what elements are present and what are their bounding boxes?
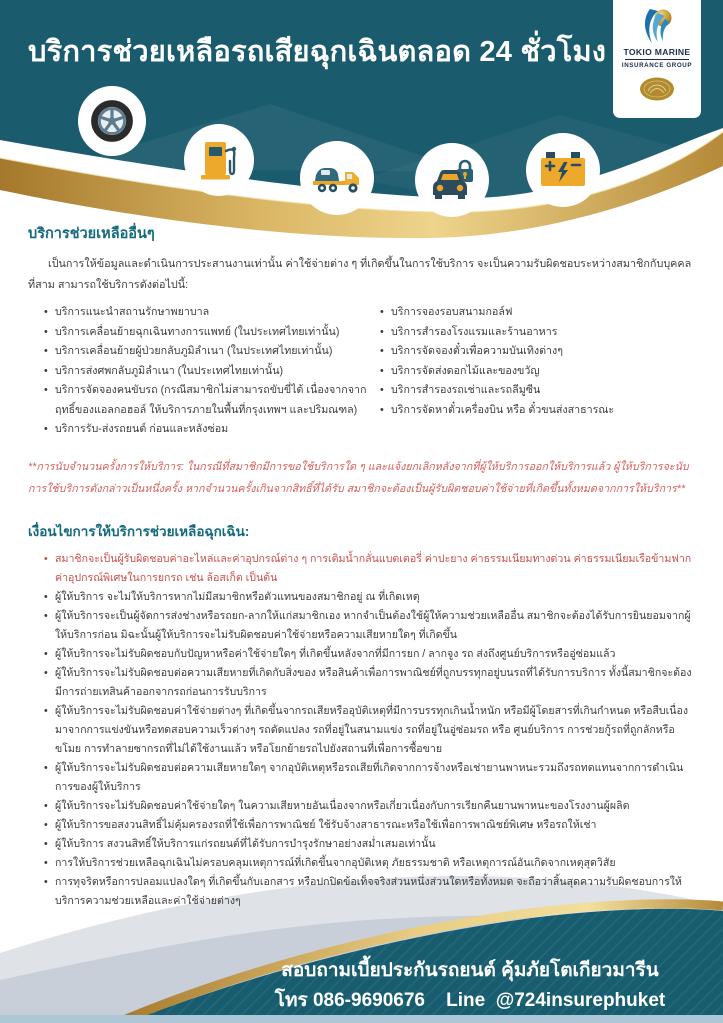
fuel-pump-icon [184, 124, 254, 196]
gold-emblem [638, 75, 676, 103]
list-item: • ผู้ให้บริการจะไม่รับผิดชอบค่าใช้จ่ายใดๆ ในความเสียหายอันเนื่องจากหรือเกี่ยวเนื่องกับการเรียกคืนยานพาหนะของโรงงานผู้ผลิต [44, 797, 695, 816]
list-item: • ผู้ให้บริการจะเป็นผู้จัดการส่งช่างหรือรถยก-ลากให้แก่สมาชิกเอง หากจำเป็นต้องใช้ผู้ให้ความช่วยเหลืออื่น สมาชิกจะต้องได้รับการยินยอมจากผู้ให้บริการก่อน มิฉะนั้นผู้ให้บริการจะไม่รับผิดชอบค่าใช้จ่ายหรือความเสียหายใดๆ ที่เกิดขึ้น [44, 607, 695, 645]
other-services-heading: บริการช่วยเหลืออื่นๆ [28, 226, 155, 242]
list-item: • ผู้ให้บริการขอสงวนสิทธิ์ไม่คุ้มครองรถที่ใช้เพื่อการพาณิชย์ ใช้รับจ้างสาธารณะหรือใช้เพื่อการพาณิชย์พิเศษ หรือรถให้เช่า [44, 816, 695, 835]
footer-phone-line: โทร 086-9690676 Line @724insurephuket [274, 990, 666, 1011]
services-list-right [380, 303, 695, 440]
conditions-heading: เงื่อนไขการให้บริการช่วยเหลือฉุกเฉิน: [28, 523, 250, 539]
list-item: • บริการสำรองโรงแรมและร้านอาหาร [380, 323, 695, 343]
count-note: **การนับจำนวนครั้งการให้บริการ: ในกรณีที่สมาชิกมีการขอใช้บริการใด ๆ และแจ้งยกเลิกหลังจากที่ผู้ให้บริการออกให้บริการแล้ว ผู้ให้บริการจะนับการใช้บริการดังกล่าวเป็นหนึ่งครั้ง หากจำนวนครั้งเกินจากสิทธิ์ที่ได้รับ สมาชิกจะต้องเป็นผู้รับผิดชอบค่าใช้จ่ายที่เกิดขึ้นทั้งหมดจากการให้บริการ** [28, 460, 689, 495]
list-item: • ผู้ให้บริการจะไม่รับผิดชอบต่อความเสียหายใดๆ จากอุบัติเหตุหรือรถเสียที่เกิดจากการจ้างหรือเช่ายานพาหนะรวมถึงรถทดแทนจากการดำเนินการของผู้ให้บริการ [44, 759, 695, 797]
tokio-marine-logo [613, 0, 701, 118]
list-item: • บริการส่งศพกลับภูมิลำเนา (ในประเทศไทยเท่านั้น) [44, 362, 380, 382]
footer-contact-line: สอบถามเบี้ยประกันรถยนต์ คุ้มภัยโตเกียวมารีน [281, 960, 659, 981]
tokio-marine-logo-mark [637, 7, 677, 45]
list-item: • สมาชิกจะเป็นผู้รับผิดชอบค่าอะไหล่และค่าอุปกรณ์ต่าง ๆ การเติมน้ำกลั่นแบตเตอรี่ ค่าปะยาง ค่าธรรมเนียมทางด่วน ค่าธรรมเนียมเรือข้ามฟาก ค่าอุปกรณ์พิเศษในการยกรถ เช่น ล้อสเก็ต เป็นต้น [44, 550, 695, 588]
brand-group: INSURANCE GROUP [621, 62, 693, 69]
conditions-list [44, 550, 695, 911]
list-item: • ผู้ให้บริการจะไม่รับผิดชอบกับปัญหาหรือค่าใช้จ่ายใดๆ ที่เกิดขึ้นหลังจากที่มีการยก / ลากจูง รถ ส่งถึงศูนย์บริการหรืออู่ซ่อมแล้ว [44, 645, 695, 664]
list-item: • การทุจริตหรือการปลอมแปลงใดๆ ที่เกิดขึ้นกับเอกสาร หรือปกปิดข้อเท็จจริงส่วนหนึ่งส่วนใดหรือทั้งหมด จะถือว่าสิ้นสุดความรับผิดชอบการให้บริการความช่วยเหลือและค่าใช้จ่ายต่างๆ [44, 873, 695, 911]
services-columns [44, 303, 695, 440]
list-item: • บริการเคลื่อนย้ายฉุกเฉินทางการแพทย์ (ในประเทศไทยเท่านั้น) [44, 323, 380, 343]
list-item: • ผู้ให้บริการ จะไม่ให้บริการหากไม่มีสมาชิกหรือตัวแทนของสมาชิกอยู่ ณ ที่เกิดเหตุ [44, 588, 695, 607]
list-item: • บริการเคลื่อนย้ายผู้ป่วยกลับภูมิลำเนา (ในประเทศไทยเท่านั้น) [44, 342, 380, 362]
list-item: • บริการสำรองรถเช่าและรถลีมูซีน [380, 381, 695, 401]
list-item: • บริการจัดจองตั๋วเพื่อความบันเทิงต่างๆ [380, 342, 695, 362]
list-item: • บริการจัดจองคนขับรถ (กรณีสมาชิกไม่สามารถขับขี่ได้ เนื่องจากจากฤทธิ์ของแอลกอฮอล์ ให้บริการภายในพื้นที่กรุงเทพฯ และปริมณฑล) [44, 381, 380, 420]
list-item: • ผู้ให้บริการจะไม่รับผิดชอบต่อความเสียหายที่เกิดกับสิ่งของ หรือสินค้าเพื่อการพาณิชย์ที่ถูกบรรทุกอยู่บนรถที่ได้รับการบริการ ทั้งนี้สมาชิกจะต้องมีการถ่ายเทสินค้าออกจากรถก่อนการรับบริการ [44, 664, 695, 702]
body-content [28, 222, 695, 911]
services-list-left [44, 303, 380, 440]
other-services-intro: เป็นการให้ข้อมูลและดำเนินการประสานงานเท่านั้น ค่าใช้จ่ายต่าง ๆ ที่เกิดขึ้นในการใช้บริการ จะเป็นความรับผิดชอบระหว่างสมาชิกกับบุคคลที่สาม สามารถใช้บริการดังต่อไปนี้: [28, 258, 692, 291]
list-item: • บริการจัดส่งดอกไม้และของขวัญ [380, 362, 695, 382]
list-item: • บริการจองรอบสนามกอล์ฟ [380, 303, 695, 323]
page-title: บริการช่วยเหลือรถเสียฉุกเฉินตลอด 24 ชั่วโมง [28, 36, 607, 68]
brand-name: TOKIO MARINE [623, 47, 691, 57]
list-item: • ผู้ให้บริการ สงวนสิทธิ์ให้บริการแก่รถยนต์ที่ได้รับการบำรุงรักษาอย่างสม่ำเสมอเท่านั้น [44, 835, 695, 854]
list-item: • บริการแนะนำสถานรักษาพยาบาล [44, 303, 380, 323]
battery-icon [526, 133, 600, 207]
list-item: • การให้บริการช่วยเหลือฉุกเฉินไม่ครอบคลุมเหตุการณ์ที่เกิดขึ้นจากอุบัติเหตุ ภัยธรรมชาติ หรือเหตุการณ์อันเกิดจากเหตุสุดวิสัย [44, 854, 695, 873]
wheel-icon [78, 86, 146, 156]
car-lock-icon [415, 143, 489, 217]
list-item: • ผู้ให้บริการจะไม่รับผิดชอบค่าใช้จ่ายต่างๆ ที่เกิดขึ้นจากรถเสียหรืออุบัติเหตุที่มีการบรรทุกเกินน้ำหนัก หรือมีผู้โดยสารที่เกินกำหนด หรือสืบเนื่องมาจากการแข่งขันหรือทดสอบความเร็วต่างๆ รถดัดแปลง รถที่อยู่ในสนามแข่ง รถที่อยู่ในอู่ซ่อมรถ หรือ ศูนย์บริการ การช่วยกู้รถที่ถูกลักหรือขโมย การทำลายซากรถที่ไม่ได้ใช้งานแล้ว หรือโยกย้ายรถไปยังสถานที่เพื่อการซื้อขาย [44, 702, 695, 759]
list-item: • บริการจัดหาตั๋วเครื่องบิน หรือ ตั๋วขนส่งสาธารณะ [380, 401, 695, 421]
list-item: • บริการรับ-ส่งรถยนต์ ก่อนและหลังซ่อม [44, 420, 380, 440]
tow-truck-icon [300, 141, 374, 215]
brand-divider [625, 59, 689, 60]
